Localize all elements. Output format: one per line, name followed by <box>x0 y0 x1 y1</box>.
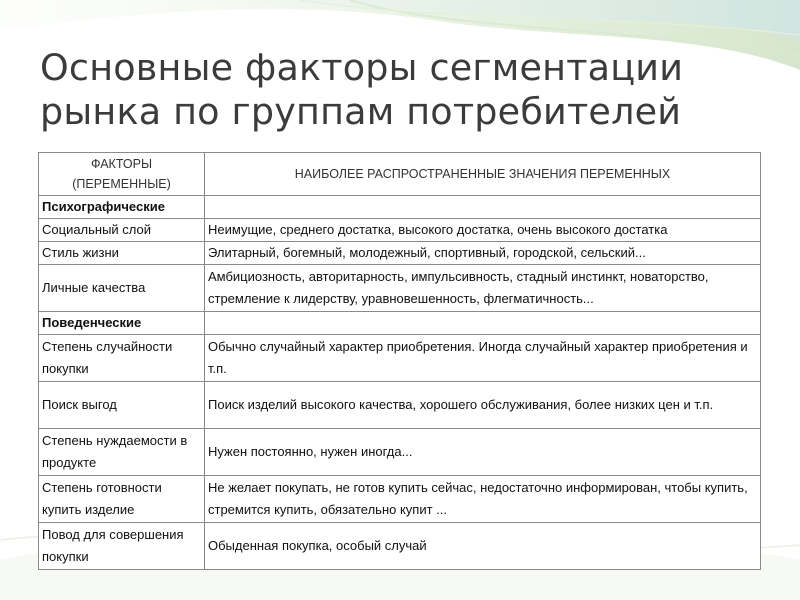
table-row-section <box>39 196 761 219</box>
factor-cell: Социальный слой <box>39 219 205 242</box>
table-header-row <box>39 153 761 196</box>
values-cell: Обычно случайный характер приобретения. Иногда случайный характер приобретения и т.п. <box>205 335 761 382</box>
section-label: Поведенческие <box>39 312 205 335</box>
table-row <box>39 265 761 312</box>
factor-cell: Поиск выгод <box>39 382 205 429</box>
factor-cell: Степень нуждаемости в продукте <box>39 429 205 476</box>
table-row <box>39 382 761 429</box>
header-values-cell: НАИБОЛЕЕ РАСПРОСТРАНЕННЫЕ ЗНАЧЕНИЯ ПЕРЕМЕННЫХ <box>205 153 761 196</box>
table-row <box>39 242 761 265</box>
factor-cell: Степень случайности покупки <box>39 335 205 382</box>
slide-title-line1: Основные факторы сегментации <box>40 46 684 89</box>
factor-cell: Личные качества <box>39 265 205 312</box>
factor-cell: Повод для совершения покупки <box>39 523 205 570</box>
table-row <box>39 429 761 476</box>
values-cell: Обыденная покупка, особый случай <box>205 523 761 570</box>
values-cell <box>205 196 761 219</box>
values-cell: Неимущие, среднего достатка, высокого достатка, очень высокого достатка <box>205 219 761 242</box>
table-row <box>39 219 761 242</box>
values-cell: Элитарный, богемный, молодежный, спортивный, городской, сельский... <box>205 242 761 265</box>
values-cell <box>205 312 761 335</box>
header-factors-cell <box>39 153 205 196</box>
values-cell: Амбициозность, авторитарность, импульсивность, стадный инстинкт, новаторство, стремление к лидерству, уравновешенность, флегматичность... <box>205 265 761 312</box>
table-row <box>39 476 761 523</box>
values-cell: Поиск изделий высокого качества, хорошего обслуживания, более низких цен и т.п. <box>205 382 761 429</box>
header-factors-line2: (ПЕРЕМЕННЫЕ) <box>72 177 171 191</box>
slide-title-line2: рынка по группам потребителей <box>40 90 682 133</box>
header-factors-line1: ФАКТОРЫ <box>90 157 153 171</box>
table-row-section <box>39 312 761 335</box>
table-row <box>39 335 761 382</box>
factor-cell: Стиль жизни <box>39 242 205 265</box>
factor-cell: Степень готовности купить изделие <box>39 476 205 523</box>
segmentation-factors-table <box>38 152 761 570</box>
slide-title <box>40 46 780 134</box>
values-cell: Не желает покупать, не готов купить сейчас, недостаточно информирован, чтобы купить, стремится купить, обязательно купит ... <box>205 476 761 523</box>
values-cell: Нужен постоянно, нужен иногда... <box>205 429 761 476</box>
table-row <box>39 523 761 570</box>
section-label: Психографические <box>39 196 205 219</box>
